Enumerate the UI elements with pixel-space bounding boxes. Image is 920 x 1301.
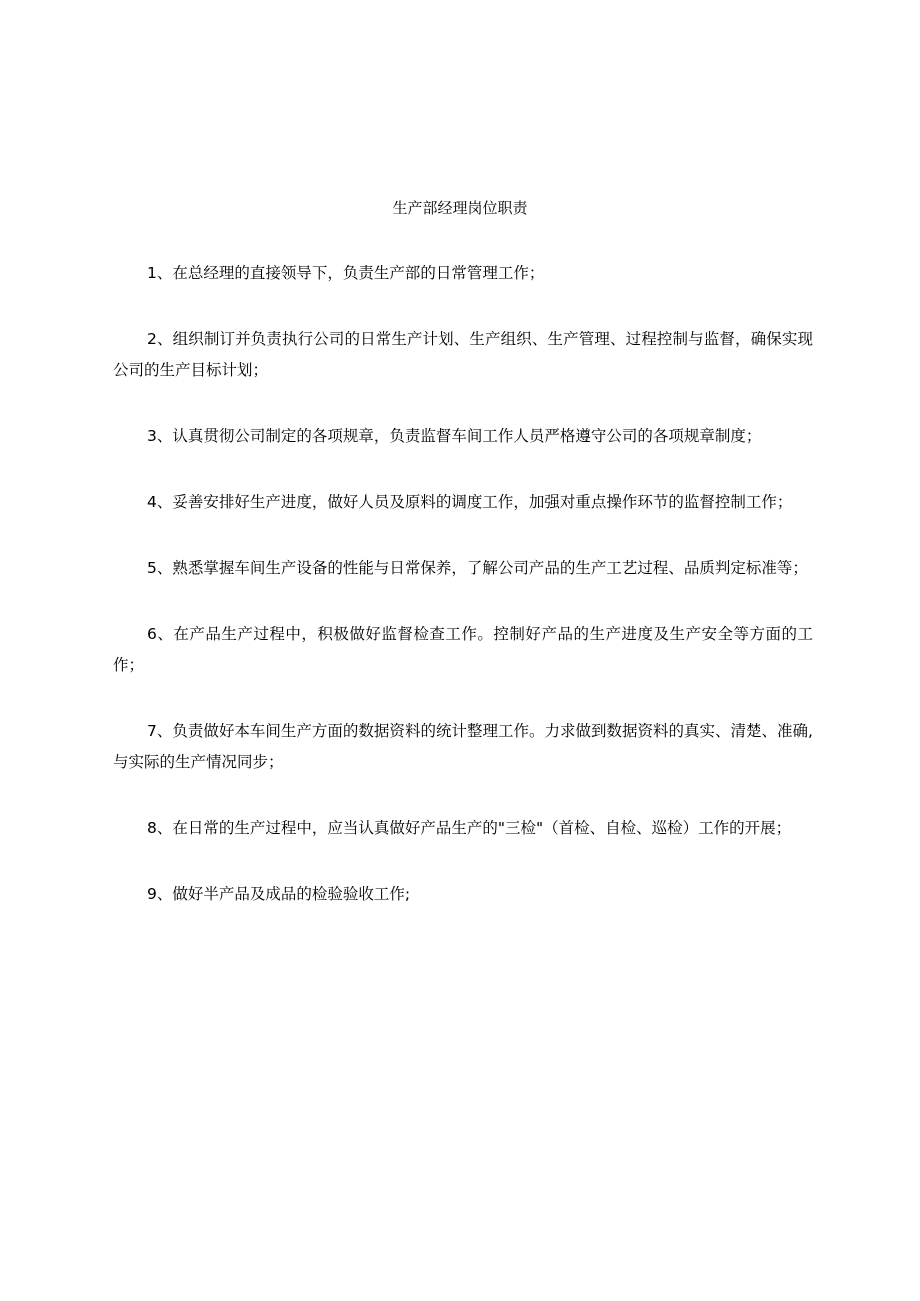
document-title: 生产部经理岗位职责 [392, 199, 528, 217]
duty-item-2 [113, 324, 813, 386]
duty-number: 4、 [147, 493, 173, 511]
duty-number: 9、 [147, 885, 173, 903]
duty-text: 在日常的生产过程中，应当认真做好产品生产的"三检"（首检、自检、巡检）工作的开展； [172, 819, 792, 837]
duty-number: 5、 [147, 559, 173, 577]
duty-item-7 [113, 716, 813, 778]
duty-text: 认真贯彻公司制定的各项规章，负责监督车间工作人员严格遵守公司的各项规章制度； [172, 427, 762, 445]
duty-number: 7、 [147, 722, 173, 740]
duty-number: 8、 [147, 819, 173, 837]
duty-number: 1、 [147, 264, 173, 282]
duty-item-8 [113, 813, 813, 844]
duty-text: 在产品生产过程中，积极做好监督检查工作。控制好产品的生产进度及生产安全等方面的工作； [113, 625, 813, 674]
duty-item-4 [113, 487, 813, 518]
duty-item-5 [113, 553, 813, 584]
duty-text: 组织制订并负责执行公司的日常生产计划、生产组织、生产管理、过程控制与监督，确保实现公司的生产目标计划； [113, 330, 813, 379]
duty-text: 做好半产品及成品的检验验收工作; [172, 885, 411, 903]
duty-text: 熟悉掌握车间生产设备的性能与日常保养，了解公司产品的生产工艺过程、品质判定标准等； [172, 559, 808, 577]
duty-text: 在总经理的直接领导下，负责生产部的日常管理工作； [172, 264, 545, 282]
duty-item-3 [113, 421, 813, 452]
duty-list [113, 258, 813, 910]
duty-number: 6、 [147, 625, 174, 643]
duty-text: 负责做好本车间生产方面的数据资料的统计整理工作。力求做到数据资料的真实、清楚、准确,与实际的生产情况同步； [113, 722, 813, 771]
duty-item-9 [113, 879, 813, 910]
duty-item-1 [113, 258, 813, 289]
duty-item-6 [113, 619, 813, 681]
duty-number: 2、 [147, 330, 173, 348]
duty-text: 妥善安排好生产进度，做好人员及原料的调度工作，加强对重点操作环节的监督控制工作； [172, 493, 793, 511]
duty-number: 3、 [147, 427, 173, 445]
